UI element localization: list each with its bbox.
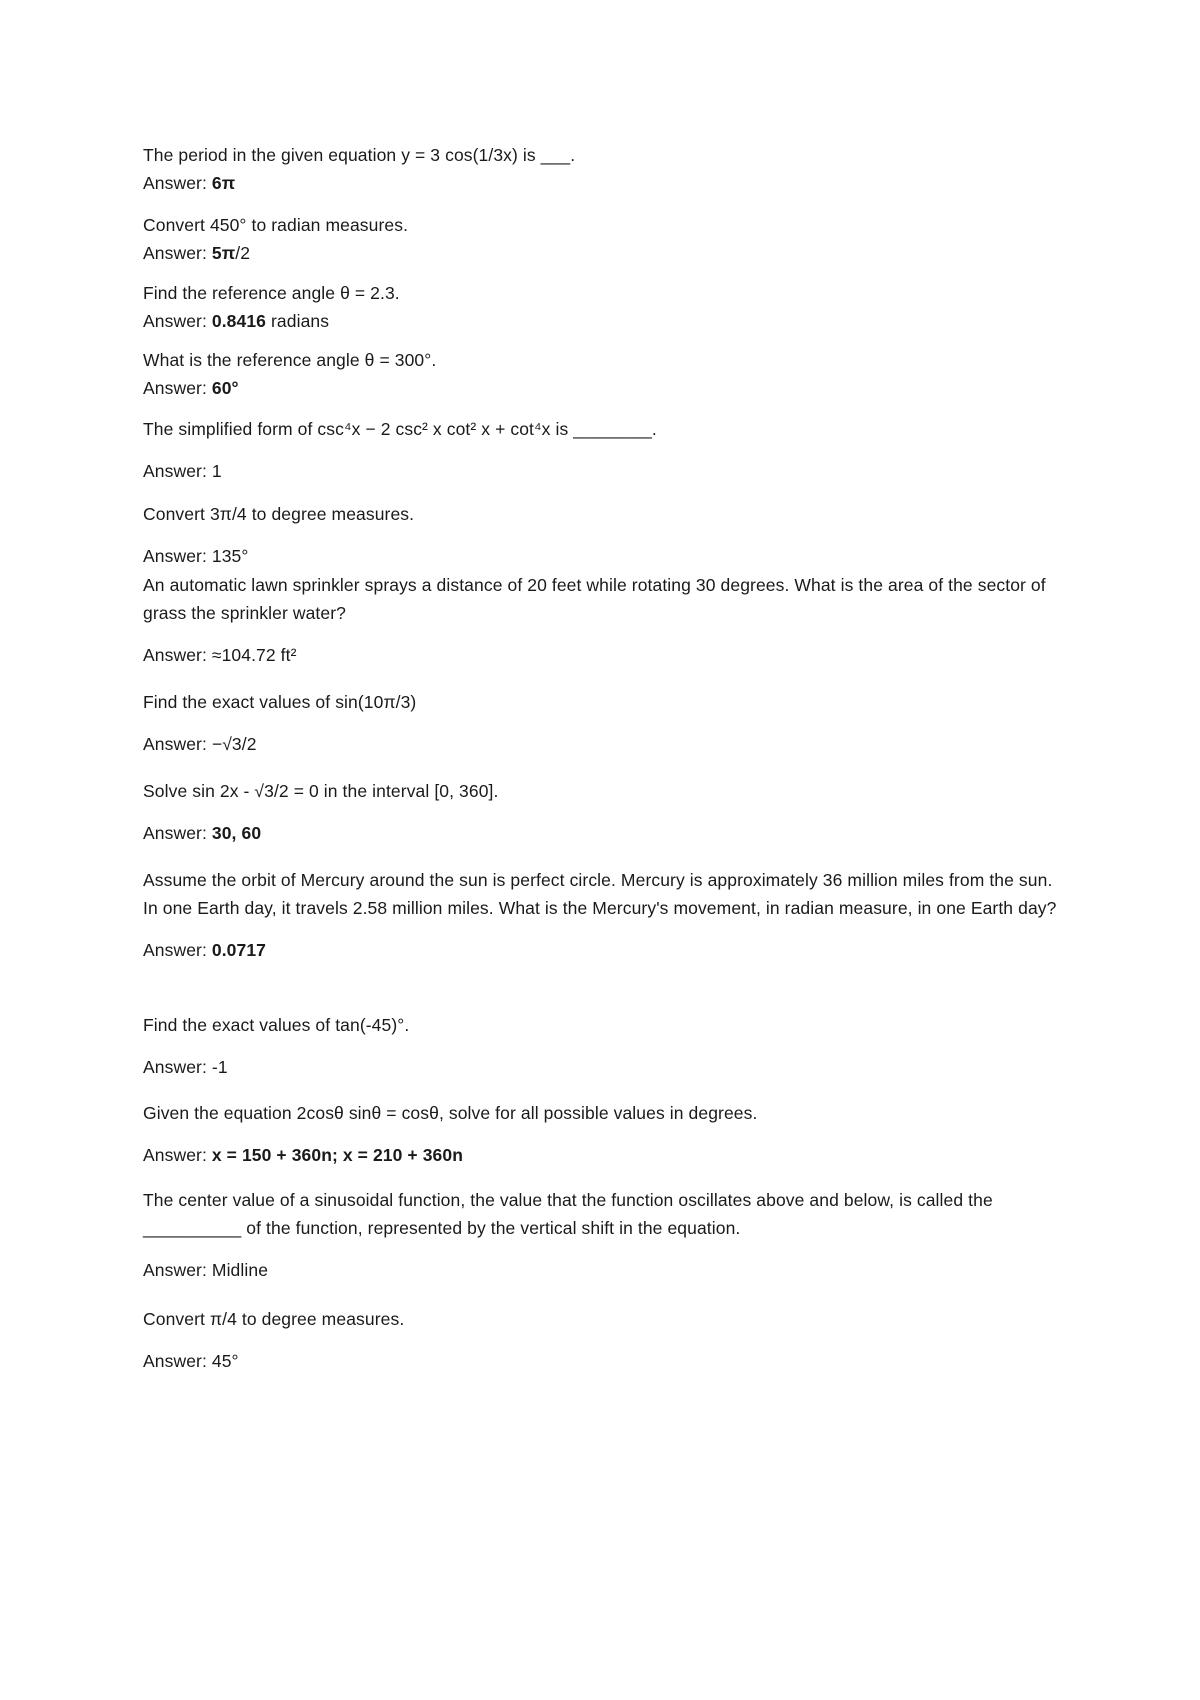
answer — [143, 457, 1063, 485]
answer-prefix: Answer: — [143, 173, 212, 193]
qa-item — [143, 346, 1063, 402]
answer-bold: 6π — [211, 173, 236, 193]
question: Convert 450° to radian measures. — [143, 215, 409, 235]
answer-suffix: ≈104.72 ft² — [211, 645, 297, 665]
answer-prefix: Answer: — [143, 461, 212, 481]
qa-item — [143, 141, 1063, 197]
qa-item — [143, 500, 1063, 570]
answer-suffix: -1 — [211, 1057, 228, 1077]
answer — [143, 1347, 1063, 1375]
answer-suffix: −√3/2 — [211, 734, 257, 754]
answer-suffix: 135° — [211, 546, 249, 566]
qa-item — [143, 211, 1063, 267]
answer — [143, 641, 1063, 669]
qa-item — [143, 866, 1063, 964]
qa-item — [143, 1099, 1063, 1169]
qa-item — [143, 1186, 1063, 1284]
answer — [143, 169, 1063, 197]
question: Find the reference angle θ = 2.3. — [143, 283, 400, 303]
answer-prefix: Answer: — [143, 311, 212, 331]
answer-prefix: Answer: — [143, 1057, 212, 1077]
answer-bold: x = 150 + 360n; x = 210 + 360n — [211, 1145, 463, 1165]
question: Find the exact values of tan(-45)°. — [143, 1015, 410, 1035]
question: The simplified form of csc⁴x − 2 csc² x cot² x + cot⁴x is ________. — [143, 419, 657, 439]
answer-prefix: Answer: — [143, 734, 212, 754]
qa-item — [143, 415, 1063, 485]
question: Convert 3π/4 to degree measures. — [143, 504, 415, 524]
qa-item — [143, 571, 1063, 669]
answer — [143, 819, 1063, 847]
answer — [143, 1256, 1063, 1284]
question: What is the reference angle θ = 300°. — [143, 350, 437, 370]
answer-prefix: Answer: — [143, 546, 212, 566]
answer — [143, 542, 1063, 570]
question: The center value of a sinusoidal function, the value that the function oscillates above and below, is called the __________ of the function, represented by the vertical shift in the equation. — [143, 1190, 993, 1238]
question: Find the exact values of sin(10π/3) — [143, 692, 417, 712]
answer-suffix: /2 — [235, 243, 251, 263]
answer-prefix: Answer: — [143, 243, 212, 263]
answer — [143, 1053, 1063, 1081]
answer-bold: 30, 60 — [211, 823, 262, 843]
question: An automatic lawn sprinkler sprays a distance of 20 feet while rotating 30 degrees. What is the area of the sector of grass the sprinkler water? — [143, 575, 1046, 623]
answer-suffix: 45° — [211, 1351, 239, 1371]
qa-item — [143, 1305, 1063, 1375]
answer-prefix: Answer: — [143, 1351, 212, 1371]
question: Solve sin 2x - √3/2 = 0 in the interval [0, 360]. — [143, 781, 499, 801]
qa-item — [143, 279, 1063, 335]
answer-bold: 0.8416 — [211, 311, 267, 331]
answer-prefix: Answer: — [143, 645, 212, 665]
qa-item — [143, 688, 1063, 758]
answer-prefix: Answer: — [143, 940, 212, 960]
qa-item — [143, 1011, 1063, 1081]
question: Given the equation 2cosθ sinθ = cosθ, solve for all possible values in degrees. — [143, 1103, 758, 1123]
question: The period in the given equation y = 3 cos(1/3x) is ___. — [143, 145, 576, 165]
answer-prefix: Answer: — [143, 823, 212, 843]
answer-suffix: 1 — [211, 461, 222, 481]
answer-bold: 60° — [211, 378, 239, 398]
answer — [143, 374, 1063, 402]
answer — [143, 1141, 1063, 1169]
answer-prefix: Answer: — [143, 1145, 212, 1165]
answer — [143, 239, 1063, 267]
answer-bold: 0.0717 — [211, 940, 267, 960]
answer — [143, 730, 1063, 758]
answer — [143, 936, 1063, 964]
answer — [143, 307, 1063, 335]
answer-prefix: Answer: — [143, 378, 212, 398]
answer-suffix: radians — [266, 311, 330, 331]
question: Assume the orbit of Mercury around the sun is perfect circle. Mercury is approximately 36 million miles from the sun. In one Earth day, it travels 2.58 million miles. What is the Mercury's movement, in radian measure, in one Earth day? — [143, 870, 1057, 918]
answer-bold: 5π — [211, 243, 236, 263]
question: Convert π/4 to degree measures. — [143, 1309, 405, 1329]
qa-item — [143, 777, 1063, 847]
answer-suffix: Midline — [211, 1260, 269, 1280]
answer-prefix: Answer: — [143, 1260, 212, 1280]
